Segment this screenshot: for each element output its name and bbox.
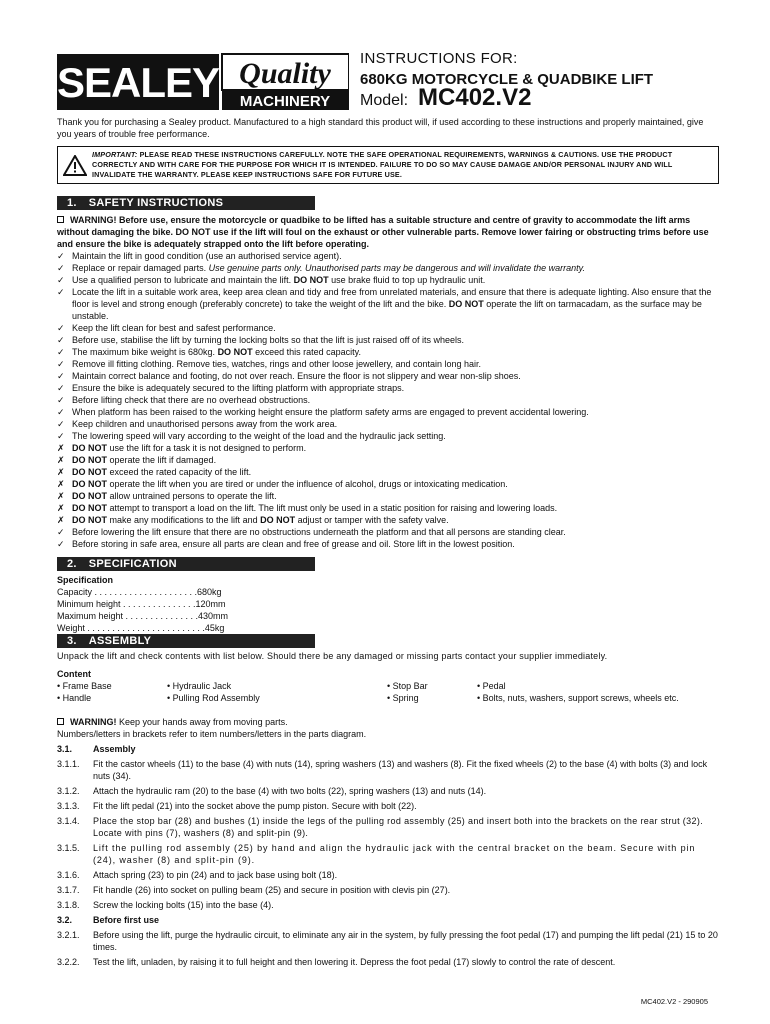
safety-item-bold: DO NOT xyxy=(293,275,329,285)
model-label: Model: xyxy=(360,92,409,109)
step-text: Attach spring (23) to pin (24) and to jack base using bolt (18). xyxy=(93,870,338,880)
hands-warning xyxy=(57,716,719,728)
check-mark-icon: ✓ xyxy=(57,287,65,297)
safety-item-text: exceed the rated capacity of the lift. xyxy=(107,467,252,477)
check-mark-icon: ✓ xyxy=(57,335,65,345)
safety-item-text xyxy=(72,382,404,394)
checkbox-square-icon xyxy=(57,718,64,725)
check-mark-icon: ✓ xyxy=(57,527,65,537)
safety-item-bold: DO NOT xyxy=(217,347,253,357)
safety-item-bold: DO NOT xyxy=(72,479,107,489)
assembly-step xyxy=(57,899,719,911)
safety-item-text: Maintain correct balance and footing, do not over reach. Ensure the floor is not slippery and wear non-slip shoes. xyxy=(72,371,521,381)
safety-item-text xyxy=(72,358,481,370)
safety-item-text xyxy=(72,250,342,262)
safety-item-text: When platform has been raised to the working height ensure the platform safety arms are engaged to prevent accidental lowering. xyxy=(72,407,589,417)
assembly-step xyxy=(57,815,719,839)
cross-mark-icon: ✗ xyxy=(57,467,65,477)
safety-item xyxy=(57,346,719,358)
safety-item-text xyxy=(72,370,521,382)
safety-item-bold: DO NOT xyxy=(72,503,107,513)
sealey-quality-machinery-logo xyxy=(57,52,349,112)
safety-item-text xyxy=(72,538,515,550)
safety-item-text: Ensure the bike is adequately secured to the lifting platform with appropriate straps. xyxy=(72,383,405,393)
step-number: 3.1.8. xyxy=(57,900,80,910)
section-2-heading xyxy=(57,557,315,571)
assembly-step xyxy=(57,929,719,953)
safety-item-text2: adjust or tamper with the safety valve. xyxy=(295,515,449,525)
assembly-step xyxy=(57,800,719,812)
safety-item-text xyxy=(72,430,446,442)
safety-warning-text: WARNING! Before use, ensure the motorcycle or quadbike to be lifted has a suitable structure and centre of gravity to accommodate the lift arms without damaging the bike. DO NOT use if the lift will foul on the exhaust or other vulnerable parts. Remove lower fairing or obstructing trims before use and ensure the bike is adequately strapped onto the lift before operating. xyxy=(57,215,709,249)
step-text: Fit the lift pedal (21) into the socket above the pump piston. Secure with bolt (22). xyxy=(93,801,417,811)
assembly-step xyxy=(57,758,719,782)
cross-mark-icon: ✗ xyxy=(57,503,65,513)
safety-item xyxy=(57,538,719,550)
safety-item-text xyxy=(72,286,719,322)
safety-item xyxy=(57,418,719,430)
step-text: Before using the lift, purge the hydraulic circuit, to eliminate any air in the system, by fully pressing the foot pedal (17) and pumping the lift pedal (21) 15 to 20 times. xyxy=(93,930,718,952)
safety-item xyxy=(57,322,719,334)
content-item: • Pedal xyxy=(477,681,506,691)
safety-item-text xyxy=(72,406,589,418)
step-number: 3.1.7. xyxy=(57,885,80,895)
important-body: PLEASE READ THESE INSTRUCTIONS CAREFULLY. NOTE THE SAFE OPERATIONAL REQUIREMENTS, WARNINGS & CAUTIONS. USE THE PRODUCT CORRECTLY AND WITH CARE FOR THE PURPOSE FOR WHICH IT IS INTENDED. FAILURE TO DO SO MAY CAUSE DAMAGE AND/OR PERSONAL INJURY AND WILL INVALIDATE THE WARRANTY. PLEASE KEEP INSTRUCTIONS SAFE FOR FUTURE USE. xyxy=(92,150,673,179)
safety-item xyxy=(57,514,719,526)
safety-item xyxy=(57,262,719,274)
important-notice-box xyxy=(57,146,719,184)
safety-item xyxy=(57,274,719,286)
spec-row: Minimum height . . . . . . . . . . . . . . .120mm xyxy=(57,599,226,609)
important-lead: IMPORTANT: xyxy=(92,150,138,159)
assembly-step xyxy=(57,884,719,896)
step-number: 3.1.2. xyxy=(57,786,80,796)
content-item: • Frame Base xyxy=(57,681,112,691)
safety-item xyxy=(57,478,719,490)
safety-warning xyxy=(57,214,719,250)
safety-item xyxy=(57,358,719,370)
safety-item-text xyxy=(72,514,449,526)
section-number: 3. xyxy=(67,635,77,647)
check-mark-icon: ✓ xyxy=(57,263,65,273)
intro-paragraph: Thank you for purchasing a Sealey product. Manufactured to a high standard this product will, if used according to these instructions and properly maintained, give you years of trouble free performance. xyxy=(57,117,704,139)
safety-item-text: Before lowering the lift ensure that there are no obstructions underneath the platform and that all persons are standing clear. xyxy=(72,527,566,537)
step-number: 3.2.1. xyxy=(57,930,80,940)
safety-list xyxy=(57,250,719,550)
check-mark-icon: ✓ xyxy=(57,539,65,549)
assembly-step xyxy=(57,956,719,968)
step-text: Place the stop bar (28) and bushes (1) inside the legs of the pulling rod assembly (25) and insert both into the brackets on the rear strut (32). Locate with pins (7), washers (8) and split-pin (9). xyxy=(93,816,704,838)
step-number: 3.1.6. xyxy=(57,870,80,880)
safety-item-bold: DO NOT xyxy=(448,299,484,309)
warning-triangle-icon xyxy=(58,155,92,176)
assembly-step xyxy=(57,842,719,866)
safety-item-pre: Locate the lift in a suitable work area, keep area clean and tidy and free from unrelated materials, and ensure that there is adequate lighting. Also ensure that the floor is level and strong enough (preferably concrete) to take the weight of the lift and the bike. xyxy=(72,287,712,309)
section-1-heading xyxy=(57,196,315,210)
spec-row: Maximum height . . . . . . . . . . . . . . .430mm xyxy=(57,611,229,621)
document-header xyxy=(360,50,740,111)
content-item: • Hydraulic Jack xyxy=(167,681,232,691)
check-mark-icon: ✓ xyxy=(57,395,65,405)
content-item: • Handle xyxy=(57,693,92,703)
check-mark-icon: ✓ xyxy=(57,431,65,441)
check-mark-icon: ✓ xyxy=(57,383,65,393)
hands-warning-text: Keep your hands away from moving parts. xyxy=(116,717,288,727)
safety-item-text xyxy=(72,502,557,514)
content-item: • Bolts, nuts, washers, support screws, wheels etc. xyxy=(477,693,679,703)
safety-item-bold: DO NOT xyxy=(72,515,107,525)
hands-warning-label: WARNING! xyxy=(70,717,117,727)
step-number: 3.2. xyxy=(57,915,73,925)
contents-title: Content xyxy=(57,669,91,679)
safety-item-text: The lowering speed will vary according to the weight of the load and the hydraulic jack setting. xyxy=(72,431,446,441)
safety-item-pre: Use a qualified person to lubricate and maintain the lift. xyxy=(72,275,294,285)
check-mark-icon: ✓ xyxy=(57,275,65,285)
step-number: 3.1.3. xyxy=(57,801,80,811)
safety-item xyxy=(57,490,719,502)
section-title: SAFETY INSTRUCTIONS xyxy=(88,197,224,209)
content-item: • Spring xyxy=(387,693,419,703)
safety-item-bold: DO NOT xyxy=(72,455,107,465)
instructions-for-label: INSTRUCTIONS FOR: xyxy=(360,50,518,67)
safety-item xyxy=(57,382,719,394)
safety-item-bold2: DO NOT xyxy=(260,515,296,525)
section-3-heading xyxy=(57,634,315,648)
cross-mark-icon: ✗ xyxy=(57,479,65,489)
safety-item xyxy=(57,430,719,442)
cross-mark-icon: ✗ xyxy=(57,491,65,501)
cross-mark-icon: ✗ xyxy=(57,443,65,453)
safety-item-text: use the lift for a task it is not designed to perform. xyxy=(107,443,307,453)
assembly-block xyxy=(57,650,719,968)
footer-code: MC402.V2 - 290905 xyxy=(640,997,708,1006)
safety-item xyxy=(57,394,719,406)
step-number: 3.1. xyxy=(57,744,73,754)
safety-item-text: Keep the lift clean for best and safest performance. xyxy=(72,323,276,333)
section-number: 2. xyxy=(67,558,77,570)
safety-item-bold: DO NOT xyxy=(72,491,107,501)
safety-item-text: Maintain the lift in good condition (use an authorised service agent). xyxy=(72,251,342,261)
safety-item-text: attempt to transport a load on the lift. The lift must only be used in a static position for raising and lowering loads. xyxy=(107,503,558,513)
step-text: Screw the locking bolts (15) into the base (4). xyxy=(93,900,274,910)
safety-item-text xyxy=(72,346,361,358)
check-mark-icon: ✓ xyxy=(57,323,65,333)
safety-item-text xyxy=(72,466,251,478)
content-item: • Stop Bar xyxy=(387,681,428,691)
safety-item-text xyxy=(72,490,277,502)
step-number: 3.2.2. xyxy=(57,957,80,967)
check-mark-icon: ✓ xyxy=(57,419,65,429)
safety-item-bold: DO NOT xyxy=(72,443,107,453)
safety-item xyxy=(57,334,719,346)
check-mark-icon: ✓ xyxy=(57,359,65,369)
spec-row: Weight . . . . . . . . . . . . . . . . . . . . . . . .45kg xyxy=(57,623,225,633)
safety-item-text xyxy=(72,394,310,406)
safety-item-text: Before use, stabilise the lift by turning the locking bolts so that the lift is just raised off of its wheels. xyxy=(72,335,465,345)
specification-block xyxy=(57,574,297,634)
cross-mark-icon: ✗ xyxy=(57,515,65,525)
check-mark-icon: ✓ xyxy=(57,347,65,357)
unpack-text: Unpack the lift and check contents with list below. Should there be any damaged or missing parts contact your supplier immediately. xyxy=(57,651,608,661)
svg-text:SEALEY: SEALEY xyxy=(57,59,220,106)
safety-item xyxy=(57,250,719,262)
step-text: Attach the hydraulic ram (20) to the base (4) with two bolts (22), spring washers (13) and nuts (14). xyxy=(93,786,487,796)
content-item: • Pulling Rod Assembly xyxy=(167,693,260,703)
safety-item-text xyxy=(72,262,585,274)
safety-item xyxy=(57,526,719,538)
safety-item-text: operate the lift when you are tired or under the influence of alcohol, drugs or intoxicating medication. xyxy=(107,479,508,489)
checkbox-square-icon xyxy=(57,216,64,223)
safety-item-text: make any modifications to the lift and xyxy=(107,515,261,525)
safety-item-text: Before storing in safe area, ensure all parts are clean and free of grease and oil. Store lift in the lowest position. xyxy=(72,539,515,549)
spec-row: Capacity . . . . . . . . . . . . . . . . . . . . .680kg xyxy=(57,587,222,597)
check-mark-icon: ✓ xyxy=(57,371,65,381)
specification-title: Specification xyxy=(57,575,114,585)
section-title: ASSEMBLY xyxy=(88,635,152,647)
safety-item xyxy=(57,286,719,322)
safety-item-text: Remove ill fitting clothing. Remove ties, watches, rings and other loose jewellery, and contain long hair. xyxy=(72,359,482,369)
assembly-step xyxy=(57,785,719,797)
safety-item-text: operate the lift if damaged. xyxy=(107,455,217,465)
step-text: Lift the pulling rod assembly (25) by hand and align the hydraulic jack with the central bracket on the beam. Secure with pin (24), washer (8) and split-pin (9). xyxy=(93,843,696,865)
safety-item-text xyxy=(72,334,464,346)
section-title: SPECIFICATION xyxy=(88,558,177,570)
safety-item-text: allow untrained persons to operate the lift. xyxy=(107,491,277,501)
safety-item-text: Before lifting check that there are no overhead obstructions. xyxy=(72,395,311,405)
important-notice-text xyxy=(92,150,718,180)
model-line xyxy=(360,84,740,111)
safety-instructions xyxy=(57,214,719,550)
safety-item-text: operate the lift on tarmacadam, as the surface may be unstable. xyxy=(72,299,702,321)
assembly-step xyxy=(57,869,719,881)
product-title: 680KG MOTORCYCLE & QUADBIKE LIFT xyxy=(360,71,654,88)
contents-list xyxy=(57,668,719,704)
svg-text:MACHINERY: MACHINERY xyxy=(239,93,331,110)
safety-item-text: exceed this rated capacity. xyxy=(252,347,361,357)
model-number: MC402.V2 xyxy=(418,84,532,111)
safety-item xyxy=(57,406,719,418)
safety-item xyxy=(57,454,719,466)
safety-item-text xyxy=(72,442,306,454)
safety-item-text xyxy=(72,322,276,334)
safety-item xyxy=(57,502,719,514)
step-text: Assembly xyxy=(93,744,136,754)
safety-item-text xyxy=(72,274,485,286)
check-mark-icon: ✓ xyxy=(57,251,65,261)
safety-item-text xyxy=(72,418,337,430)
step-text: Test the lift, unladen, by raising it to full height and then lowering it. Depress the foot pedal (17) slowly to control the rate of descent. xyxy=(93,957,616,967)
section-number: 1. xyxy=(67,197,77,209)
safety-item-text: Keep children and unauthorised persons away from the work area. xyxy=(72,419,338,429)
step-heading xyxy=(57,743,719,755)
step-text: Fit handle (26) into socket on pulling beam (25) and secure in position with clevis pin (27). xyxy=(93,885,451,895)
step-text: Before first use xyxy=(93,915,160,925)
step-text: Fit the castor wheels (11) to the base (4) with nuts (14), spring washers (13) and washers (8). Fit the fixed wheels (2) to the base (4) with bolts (3) and lock nuts (34). xyxy=(93,759,708,781)
numbers-note: Numbers/letters in brackets refer to item numbers/letters in the parts diagram. xyxy=(57,729,367,739)
safety-item-text xyxy=(72,526,566,538)
check-mark-icon: ✓ xyxy=(57,407,65,417)
safety-item-text: use brake fluid to top up hydraulic unit. xyxy=(328,275,486,285)
safety-item-text xyxy=(72,454,216,466)
safety-item-text xyxy=(72,478,508,490)
safety-item xyxy=(57,370,719,382)
step-number: 3.1.5. xyxy=(57,843,80,853)
safety-item-pre: The maximum bike weight is 680kg. xyxy=(72,347,218,357)
safety-item-bold: DO NOT xyxy=(72,467,107,477)
cross-mark-icon: ✗ xyxy=(57,455,65,465)
step-number: 3.1.1. xyxy=(57,759,80,769)
assembly-steps xyxy=(57,743,719,968)
safety-item xyxy=(57,466,719,478)
safety-item xyxy=(57,442,719,454)
svg-text:Quality: Quality xyxy=(239,57,331,90)
step-heading xyxy=(57,914,719,926)
step-number: 3.1.4. xyxy=(57,816,80,826)
safety-item-text: Replace or repair damaged parts. xyxy=(72,263,209,273)
safety-item-italic: Use genuine parts only. Unauthorised parts may be dangerous and will invalidate the warranty. xyxy=(208,263,585,273)
